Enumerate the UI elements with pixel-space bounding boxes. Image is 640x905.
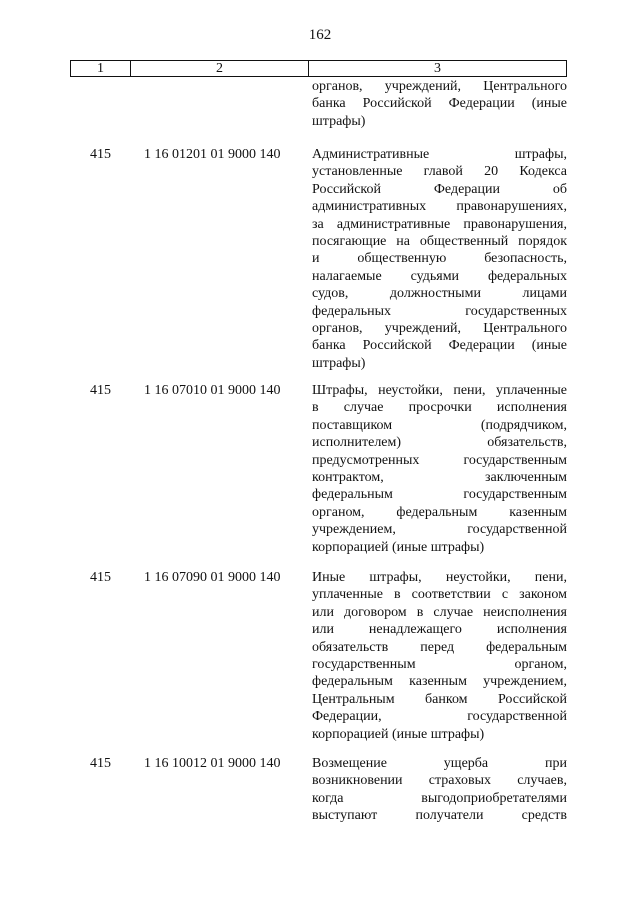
description-line: в случае просрочки исполнения [312, 400, 567, 416]
description-line: обязательств перед федеральным [312, 639, 567, 655]
row-description [312, 569, 567, 743]
admin-code: 415 [90, 756, 111, 771]
description-line: банка Российской Федерации (иные [312, 338, 567, 354]
budget-classification-code: 1 16 01201 01 9000 140 [144, 147, 281, 162]
description-line: органом, федеральным казенным [312, 504, 567, 520]
description-line: или ненадлежащего исполнения [312, 622, 567, 638]
row-description [312, 382, 567, 556]
description-line: Иные штрафы, неустойки, пени, [312, 570, 567, 585]
description-line: государственным органом, [312, 656, 567, 672]
description-line: судов, должностными лицами [312, 286, 567, 302]
description-line: налагаемые судьями федеральных [312, 268, 567, 284]
admin-code: 415 [90, 570, 111, 585]
description-line: контрактом, заключенным [312, 469, 567, 485]
budget-classification-code: 1 16 07090 01 9000 140 [144, 570, 281, 585]
description-line: уплаченные в соответствии с законом [312, 587, 567, 603]
description-line: Административные штрафы, [312, 147, 567, 162]
description-line: поставщиком (подрядчиком, [312, 417, 567, 433]
description-line: Федерации, государственной [312, 709, 567, 725]
column-header-3: 3 [434, 61, 441, 76]
admin-code: 415 [90, 147, 111, 162]
description-line: исполнителем) обязательств, [312, 435, 567, 451]
description-line: предусмотренных государственным [312, 452, 567, 468]
description-line: посягающие на общественный порядок [312, 233, 567, 249]
description-line: когда выгодоприобретателями [312, 790, 567, 806]
description-line: Штрафы, неустойки, пени, уплаченные [312, 383, 567, 398]
budget-classification-code: 1 16 10012 01 9000 140 [144, 756, 281, 771]
description-line: федеральных государственных [312, 303, 567, 319]
table-header-row [70, 60, 567, 77]
description-line: и общественную безопасность, [312, 251, 567, 267]
column-header-1: 1 [71, 61, 131, 76]
description-line: Центральным банком Российской [312, 691, 567, 707]
description-line: за административные правонарушения, [312, 216, 567, 232]
description-line: штрафы) [312, 355, 366, 371]
column-header-2: 2 [131, 61, 309, 76]
description-line: учреждением, государственной [312, 522, 567, 538]
description-line: корпорацией (иные штрафы) [312, 726, 485, 742]
description-line: органов, учреждений, Центрального [312, 79, 567, 94]
description-line: федеральным государственным [312, 487, 567, 503]
description-line: административных правонарушениях, [312, 199, 567, 215]
continued-description [312, 78, 567, 130]
page-number: 162 [308, 27, 332, 43]
admin-code: 415 [90, 383, 111, 398]
row-description [312, 755, 567, 825]
description-line: Российской Федерации об [312, 181, 567, 197]
description-line: или договором в случае неисполнения [312, 604, 567, 620]
description-line: Возмещение ущерба при [312, 756, 567, 771]
description-line: корпорацией (иные штрафы) [312, 539, 485, 555]
budget-classification-code: 1 16 07010 01 9000 140 [144, 383, 281, 398]
description-line: штрафы) [312, 113, 366, 129]
description-line: установленные главой 20 Кодекса [312, 164, 567, 180]
description-line: возникновении страховых случаев, [312, 773, 567, 789]
description-line: федеральным казенным учреждением, [312, 674, 567, 690]
description-line: органов, учреждений, Центрального [312, 320, 567, 336]
row-description [312, 146, 567, 372]
description-line: выступают получатели средств [312, 808, 567, 824]
description-line: банка Российской Федерации (иные [312, 96, 567, 112]
